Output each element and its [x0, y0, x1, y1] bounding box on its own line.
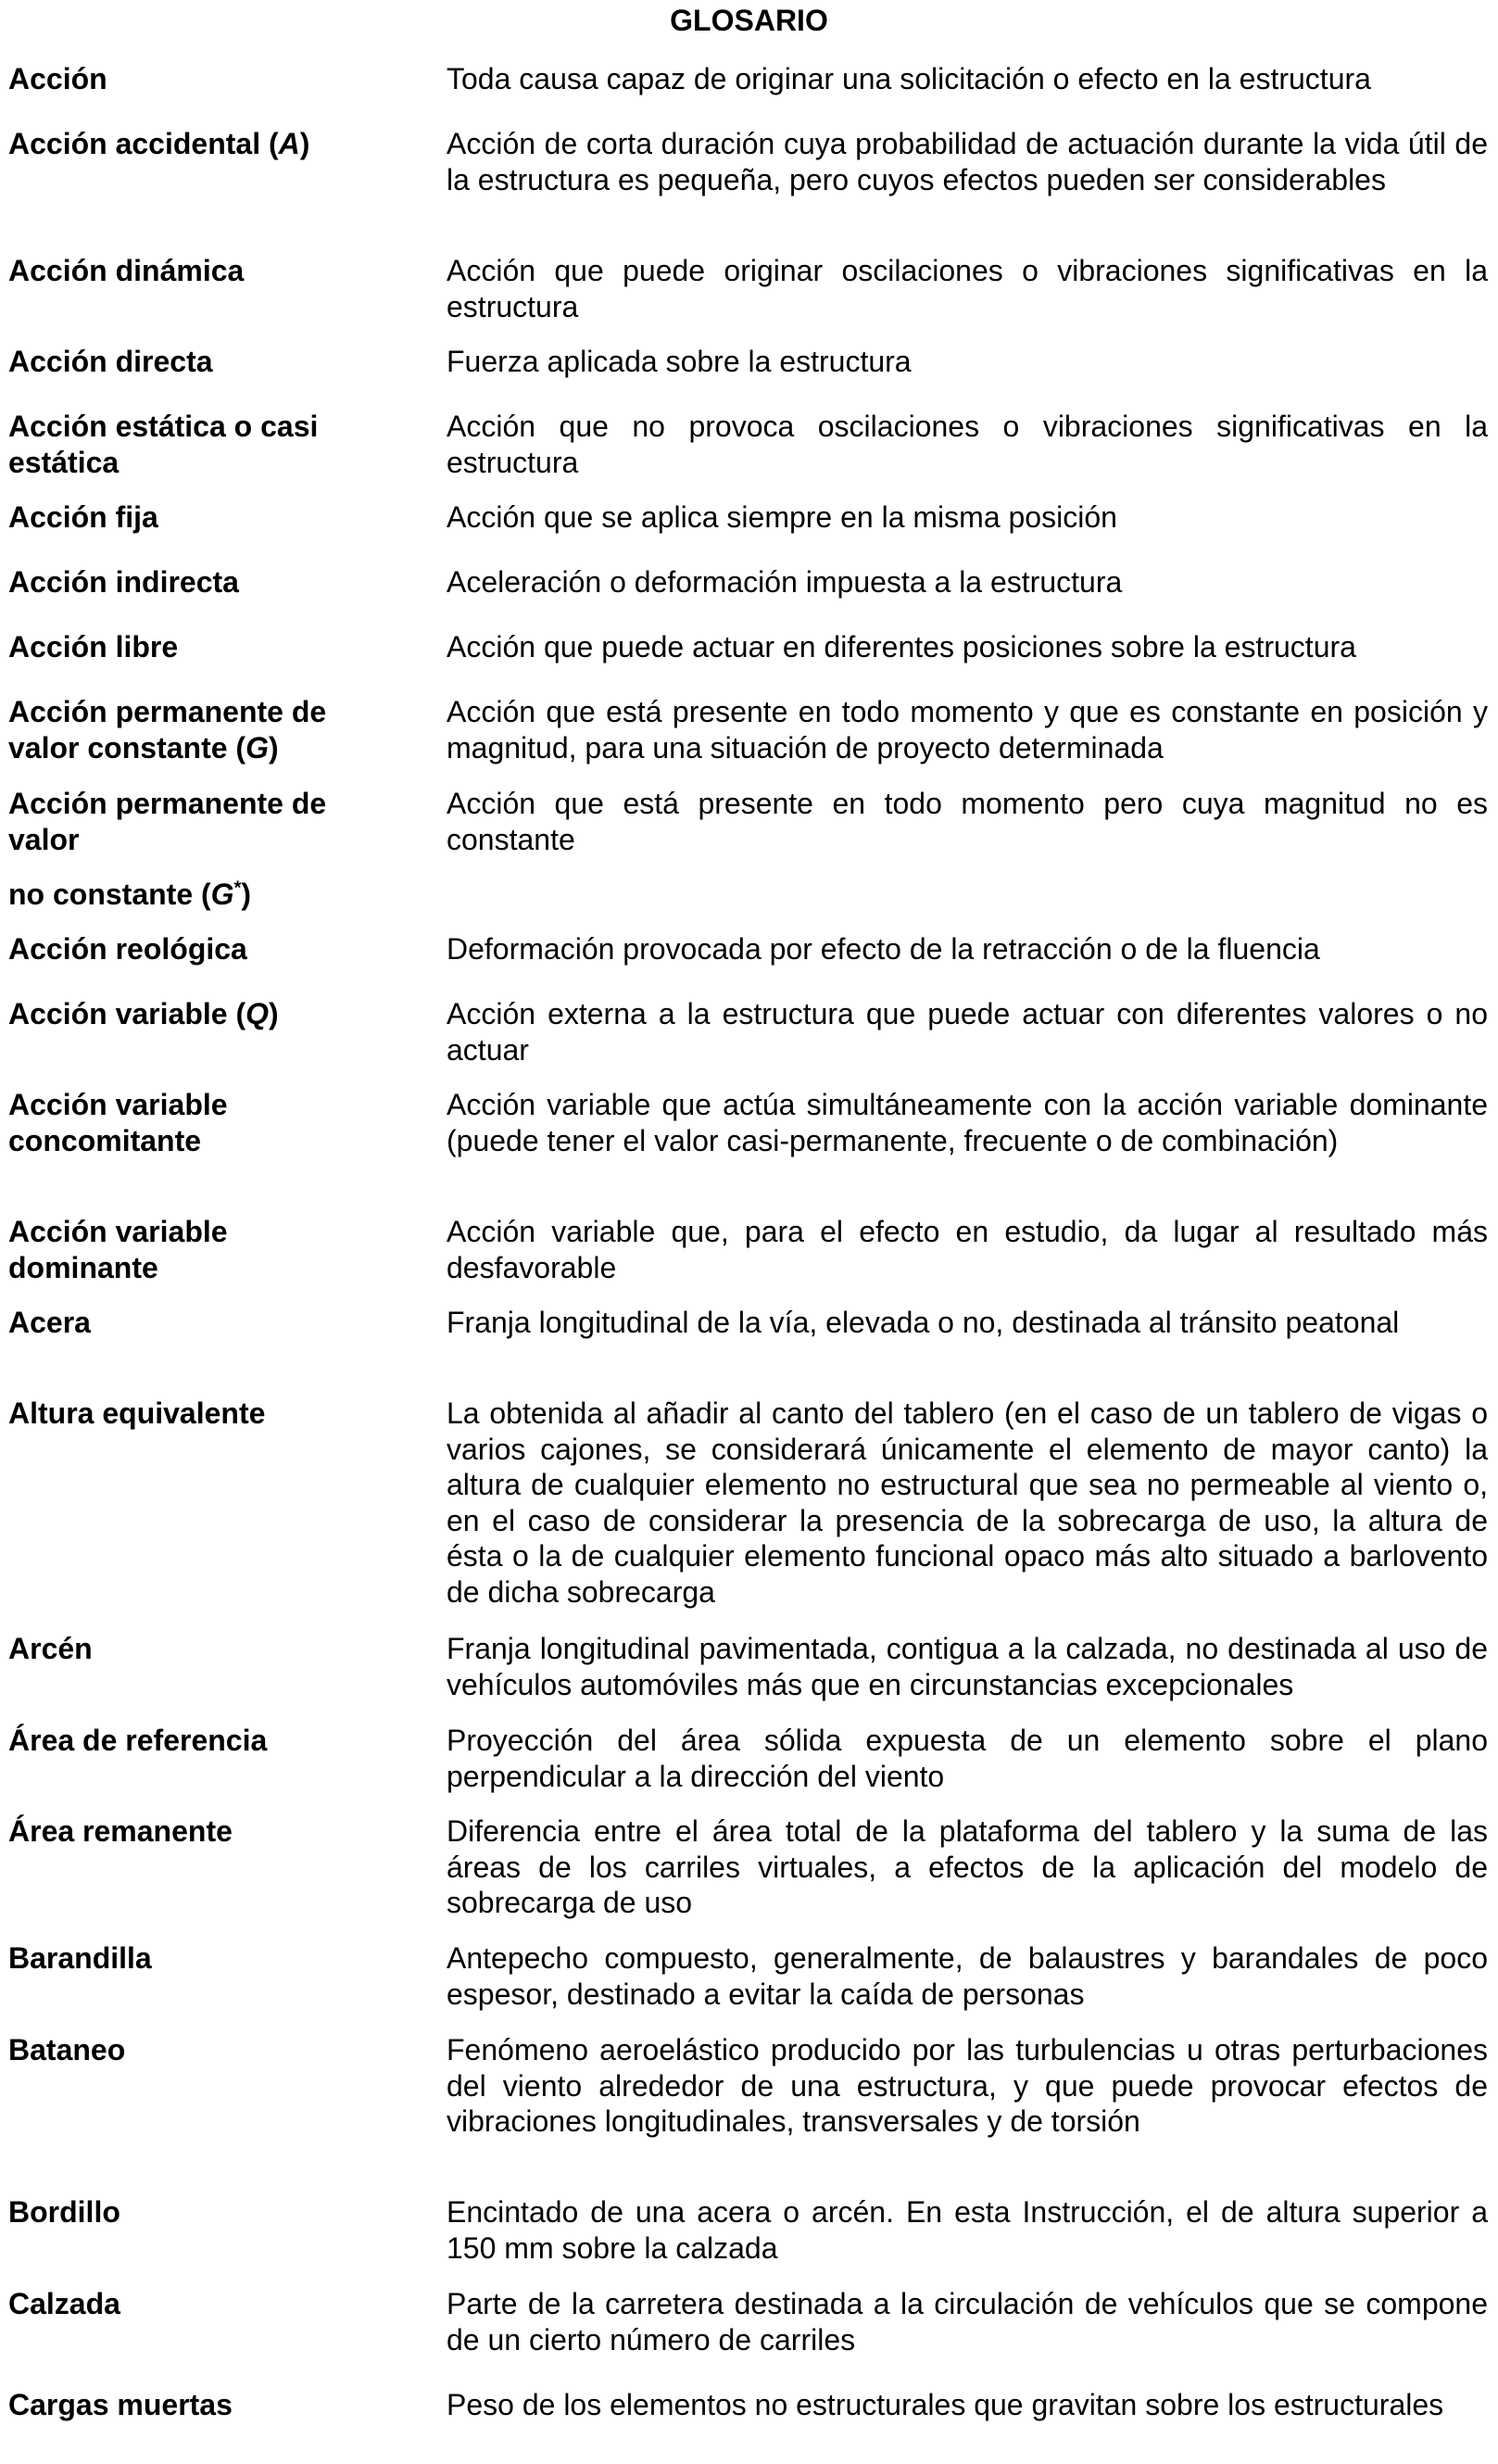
glossary-term: Cargas muertas	[8, 2388, 233, 2421]
glossary-definition: Acción que está presente en todo momento y que es constante en posición y magnitud, para una situación de proyecto determinada	[447, 695, 1488, 764]
glossary-term: Área de referencia	[8, 1724, 268, 1757]
glossary-definition: Acción de corta duración cuya probabilidad de actuación durante la vida útil de la estructura es pequeña, pero cuyos efectos pueden ser considerables	[447, 127, 1488, 196]
glossary-definition: Aceleración o deformación impuesta a la estructura	[447, 565, 1123, 599]
glossary-definition: Peso de los elementos no estructurales que gravitan sobre los estructurales	[447, 2388, 1444, 2421]
glossary-term: Acción variable concomitante	[8, 1088, 228, 1157]
glossary-term: Acción directa	[8, 345, 213, 378]
glossary-term: no constante (G*)	[8, 878, 252, 911]
glossary-definition: Acción variable que actúa simultáneamente con la acción variable dominante (puede tener el valor casi-permanente, frecuente o de combinación)	[447, 1088, 1488, 1157]
glossary-term: Altura equivalente	[8, 1396, 266, 1430]
glossary-definition: Parte de la carretera destinada a la circulación de vehículos que se compone de un cierto número de carriles	[447, 2287, 1488, 2357]
glossary-definition: Acción que está presente en todo momento pero cuya magnitud no es constante	[447, 787, 1488, 856]
glossary-term: Acción accidental (A)	[8, 127, 310, 160]
glossary-definition: Deformación provocada por efecto de la retracción o de la fluencia	[447, 932, 1320, 966]
glossary-definition: Acción que se aplica siempre en la misma posición	[447, 500, 1117, 534]
glossary-definition: Acción externa a la estructura que puede actuar con diferentes valores o no actuar	[447, 997, 1488, 1067]
glossary-term: Acción fija	[8, 500, 158, 534]
glossary-term: Bordillo	[8, 2195, 120, 2229]
glossary-definition: Toda causa capaz de originar una solicitación o efecto en la estructura	[447, 62, 1371, 95]
glossary-term: Acción permanente de valor	[8, 787, 327, 856]
glossary-term: Arcén	[8, 1632, 93, 1665]
glossary-definition: Acción que puede originar oscilaciones o vibraciones significativas en la estructura	[447, 254, 1488, 323]
glossary-term: Acción dinámica	[8, 254, 245, 287]
glossary-term: Acción reológica	[8, 932, 247, 966]
glossary-definition: Antepecho compuesto, generalmente, de balaustres y barandales de poco espesor, destinado a evitar la caída de personas	[447, 1941, 1488, 2011]
glossary-term: Acción indirecta	[8, 565, 239, 599]
glossary-definition: Acción que no provoca oscilaciones o vibraciones significativas en la estructura	[447, 410, 1488, 479]
glossary-term: Acera	[8, 1306, 91, 1339]
glossary-term: Área remanente	[8, 1814, 233, 1848]
glossary-term: Calzada	[8, 2287, 120, 2320]
glossary-term: Bataneo	[8, 2033, 126, 2066]
glossary-term: Acción libre	[8, 630, 179, 663]
page-title: GLOSARIO	[670, 4, 828, 37]
glossary-term: Acción variable dominante	[8, 1215, 228, 1284]
glossary-term: Barandilla	[8, 1941, 152, 1975]
glossary-definition: La obtenida al añadir al canto del tablero (en el caso de un tablero de vigas o varios cajones, se considerará únicamente el elemento de mayor canto) la altura de cualquier elemento no estructural que sea no permeable al viento o, en el caso de considerar la presencia de la sobrecarga de uso, la altura de ésta o la de cualquier elemento funcional opaco más alto situado a barlovento de dicha sobrecarga	[447, 1396, 1488, 1609]
glossary-definition: Franja longitudinal pavimentada, contigua a la calzada, no destinada al uso de vehículos automóviles más que en circunstancias excepcionales	[447, 1632, 1488, 1701]
glossary-definition: Proyección del área sólida expuesta de un elemento sobre el plano perpendicular a la dirección del viento	[447, 1724, 1488, 1793]
glossary-term: Acción estática o casi estática	[8, 410, 319, 479]
glossary-definition: Fuerza aplicada sobre la estructura	[447, 345, 912, 378]
glossary-definition: Franja longitudinal de la vía, elevada o no, destinada al tránsito peatonal	[447, 1306, 1400, 1339]
glossary-definition: Diferencia entre el área total de la plataforma del tablero y la suma de las áreas de los carriles virtuales, a efectos de la aplicación del modelo de sobrecarga de uso	[447, 1814, 1488, 1919]
glossary-term: Acción variable (Q)	[8, 997, 279, 1030]
glossary-definition: Acción variable que, para el efecto en estudio, da lugar al resultado más desfavorable	[447, 1215, 1488, 1284]
glossary-term: Acción	[8, 62, 107, 95]
glossary-definition: Fenómeno aeroelástico producido por las turbulencias u otras perturbaciones del viento alrededor de una estructura, y que puede provocar efectos de vibraciones longitudinales, transversales y de torsión	[447, 2033, 1488, 2138]
glossary-definition: Encintado de una acera o arcén. En esta Instrucción, el de altura superior a 150 mm sobre la calzada	[447, 2195, 1488, 2265]
glossary-term: Acción permanente de valor constante (G)	[8, 695, 327, 764]
glossary-definition: Acción que puede actuar en diferentes posiciones sobre la estructura	[447, 630, 1356, 663]
